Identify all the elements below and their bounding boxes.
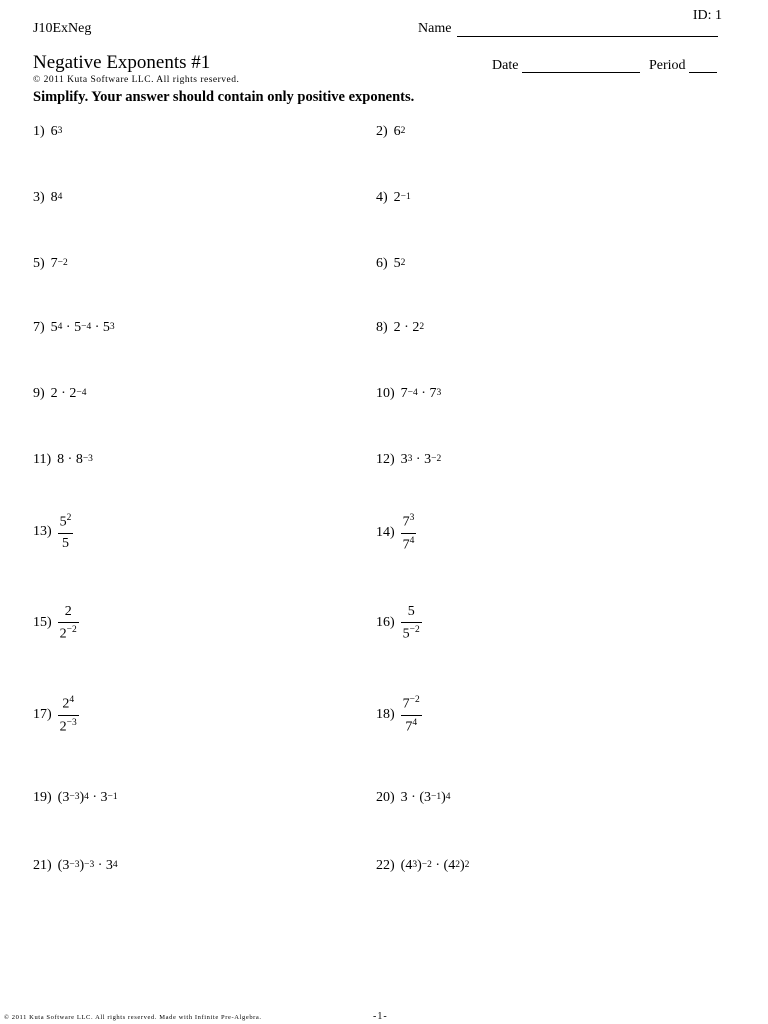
problem-18 [376, 696, 422, 734]
problem-10 [376, 386, 441, 402]
copyright-notice: © 2011 Kuta Software LLC. All rights reserved. [33, 75, 240, 85]
numerator: $7^3$ [402, 513, 415, 530]
problem-number: 15) [33, 615, 52, 631]
problem-expression: (3 $^{-3}$ ) $^{-3}$ · 3 $^4$ [57, 858, 118, 873]
problem-9 [33, 386, 86, 402]
denominator: $7^4$ [402, 535, 415, 553]
problem-expression: 2 · 2 $^{-4}$ [50, 386, 87, 401]
problem-number: 4) [376, 190, 388, 205]
problem-number: 2) [376, 124, 388, 139]
worksheet-id: ID: 1 [692, 8, 722, 23]
problem-expression: 8 $^4$ [50, 190, 63, 205]
problem-number: 12) [376, 452, 395, 467]
problem-12 [376, 452, 441, 468]
name-label: Name [418, 21, 452, 36]
problem-16 [376, 605, 422, 642]
problem-number: 6) [376, 256, 388, 271]
problem-13 [33, 514, 73, 551]
problem-19 [33, 790, 118, 806]
problem-20 [376, 790, 451, 806]
problem-expression: 6 $^3$ [50, 124, 63, 139]
problem-number: 13) [33, 524, 52, 540]
problem-4 [376, 190, 411, 206]
denominator: $7^4$ [405, 717, 418, 735]
problem-fraction [401, 514, 417, 552]
problem-expression: 5 $^2$ [393, 256, 406, 271]
problem-expression: 6 $^2$ [393, 124, 406, 139]
problem-number: 10) [376, 386, 395, 401]
numerator: 5 [407, 604, 415, 619]
problem-number: 5) [33, 256, 45, 271]
problem-6 [376, 256, 405, 272]
denominator: $5^{-2}$ [402, 625, 420, 642]
problem-number: 16) [376, 615, 395, 631]
problem-number: 9) [33, 386, 45, 401]
problem-expression: (4 $^3$ ) $^{-2}$ · (4 $^2$ ) $^2$ [400, 858, 470, 873]
problem-fraction [58, 696, 79, 734]
denominator: 5 [62, 535, 70, 551]
date-label: Date [492, 58, 519, 73]
problem-7 [33, 320, 115, 336]
problem-number: 14) [376, 525, 395, 541]
problem-number: 20) [376, 790, 395, 805]
problem-fraction [401, 696, 422, 734]
problem-expression: 3 $^3$ · 3 $^{-2}$ [400, 452, 442, 467]
numerator: $5^2$ [59, 513, 72, 530]
problem-number: 21) [33, 858, 52, 873]
problem-11 [33, 452, 93, 468]
problem-expression: 7 $^{-4}$ · 7 $^3$ [400, 386, 442, 401]
problem-expression: 7 $^{-2}$ [50, 256, 68, 271]
numerator: $7^{-2}$ [402, 695, 420, 712]
worksheet-code: J10ExNeg [33, 21, 92, 36]
date-blank-line [522, 72, 640, 73]
problem-15 [33, 605, 79, 642]
problem-1 [33, 124, 62, 140]
problem-number: 3) [33, 190, 45, 205]
numerator: $2^4$ [62, 695, 75, 712]
problem-number: 22) [376, 858, 395, 873]
problem-21 [33, 858, 118, 874]
problem-22 [376, 858, 469, 874]
period-label: Period [649, 58, 686, 73]
problem-2 [376, 124, 405, 140]
problem-8 [376, 320, 424, 336]
name-blank-line [457, 36, 718, 37]
problem-number: 1) [33, 124, 45, 139]
page-number: -1- [373, 1011, 388, 1022]
problem-expression: 8 · 8 $^{-3}$ [57, 452, 93, 467]
problem-fraction [58, 605, 79, 642]
problem-fraction [58, 514, 74, 551]
denominator: $2^{-2}$ [59, 625, 77, 642]
problem-number: 7) [33, 320, 45, 335]
problem-number: 11) [33, 452, 52, 467]
numerator: 2 [64, 604, 72, 619]
problem-expression: 2 $^{-1}$ [393, 190, 411, 205]
instructions: Simplify. Your answer should contain only positive exponents. [33, 89, 415, 105]
problem-expression: 2 · 2 $^2$ [393, 320, 425, 335]
problem-5 [33, 256, 68, 272]
problem-expression: 3 · (3 $^{-1}$ ) $^4$ [400, 790, 451, 805]
problem-3 [33, 190, 62, 206]
page-title: Negative Exponents #1 [33, 52, 211, 73]
problem-number: 19) [33, 790, 52, 805]
problem-14 [376, 514, 416, 552]
denominator: $2^{-3}$ [59, 717, 77, 735]
problem-fraction [401, 605, 422, 642]
problem-number: 18) [376, 707, 395, 723]
period-blank-line [689, 72, 717, 73]
problem-17 [33, 696, 79, 734]
problem-number: 17) [33, 707, 52, 723]
problem-expression: (3 $^{-3}$ ) $^4$ · 3 $^{-1}$ [57, 790, 118, 805]
problem-number: 8) [376, 320, 388, 335]
problem-expression: 5 $^4$ · 5 $^{-4}$ · 5 $^3$ [50, 320, 115, 335]
footer-copyright: © 2011 Kuta Software LLC. All rights reserved. Made with Infinite Pre-Algebra. [4, 1014, 262, 1021]
